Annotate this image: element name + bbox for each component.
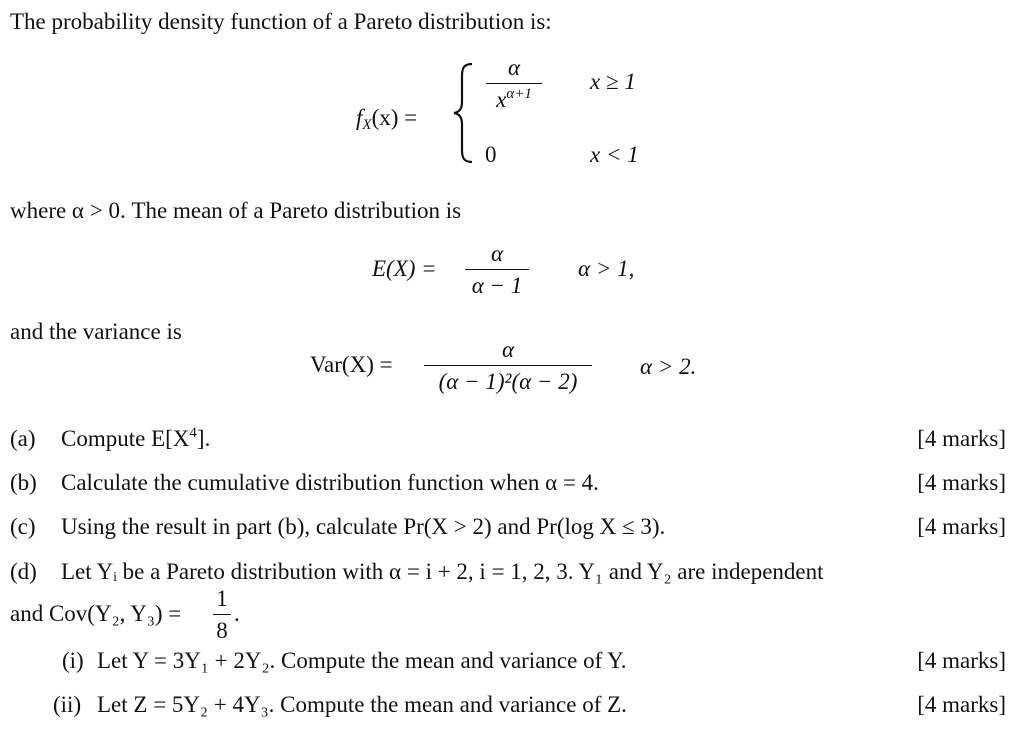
pdf-case2-value: 0: [485, 142, 497, 167]
mean-fraction: [465, 242, 529, 297]
question-c-label: (c): [10, 514, 36, 539]
question-b-label: (b): [10, 470, 37, 495]
question-d-i-text: Let Y = 3Y₁ + 2Y₂. Compute the mean and variance of Y.: [97, 648, 627, 673]
question-a-marks: [4 marks]: [917, 426, 1006, 451]
question-a-label: (a): [10, 426, 36, 451]
question-b-marks: [4 marks]: [917, 470, 1006, 495]
pdf-case1-denominator: $x^{\alpha+1}$: [496, 86, 532, 113]
variance-numerator: α: [501, 337, 515, 362]
pdf-case2-condition: x < 1: [590, 142, 639, 167]
mean-denominator: α − 1: [471, 273, 523, 299]
mean-lhs: E(X) =: [372, 256, 437, 281]
mean-numerator: α: [490, 241, 504, 266]
question-d-ii-text: Let Z = 5Y₂ + 4Y₃. Compute the mean and variance of Z.: [97, 692, 627, 717]
covariance-fraction: [212, 587, 232, 642]
variance-sentence: and the variance is: [10, 319, 182, 344]
covariance-denominator: 8: [216, 618, 228, 644]
question-d-line2: and Cov(Y₂, Y₃) =: [10, 601, 182, 626]
variance-denominator: (α − 1)²(α − 2): [438, 369, 578, 395]
question-d-ii-marks: [4 marks]: [917, 692, 1006, 717]
question-d-label: (d): [10, 559, 37, 584]
question-b-text: Calculate the cumulative distribution function when α = 4.: [61, 470, 599, 495]
covariance-numerator: 1: [216, 586, 228, 611]
variance-lhs: Var(X) =: [310, 352, 393, 377]
question-c-text: Using the result in part (b), calculate Pr(X > 2) and Pr(log X ≤ 3).: [61, 514, 666, 539]
left-brace-icon: [452, 62, 474, 164]
question-c-marks: [4 marks]: [917, 514, 1006, 539]
variance-condition: α > 2.: [640, 354, 697, 379]
question-d-i-label: (i): [62, 648, 84, 673]
pdf-case1-numerator: α: [507, 55, 521, 80]
pdf-case1-fraction: [486, 56, 542, 111]
covariance-period: .: [234, 601, 240, 626]
question-d-i-marks: [4 marks]: [917, 648, 1006, 673]
question-d-line1: Let Yᵢ be a Pareto distribution with α = i + 2, i = 1, 2, 3. Y₁ and Y₂ are independent: [61, 559, 824, 584]
variance-fraction: [424, 338, 592, 393]
where-sentence: where α > 0. The mean of a Pareto distribution is: [10, 198, 462, 223]
mean-condition: α > 1,: [578, 256, 635, 281]
pdf-lhs: $f_X(x)$ =: [356, 105, 418, 133]
question-d-ii-label: (ii): [53, 692, 82, 717]
pdf-intro-sentence: The probability density function of a Pareto distribution is:: [10, 9, 552, 34]
question-a-text: Compute $E[X^4]$.: [61, 425, 211, 451]
pdf-case1-condition: x ≥ 1: [590, 69, 636, 94]
